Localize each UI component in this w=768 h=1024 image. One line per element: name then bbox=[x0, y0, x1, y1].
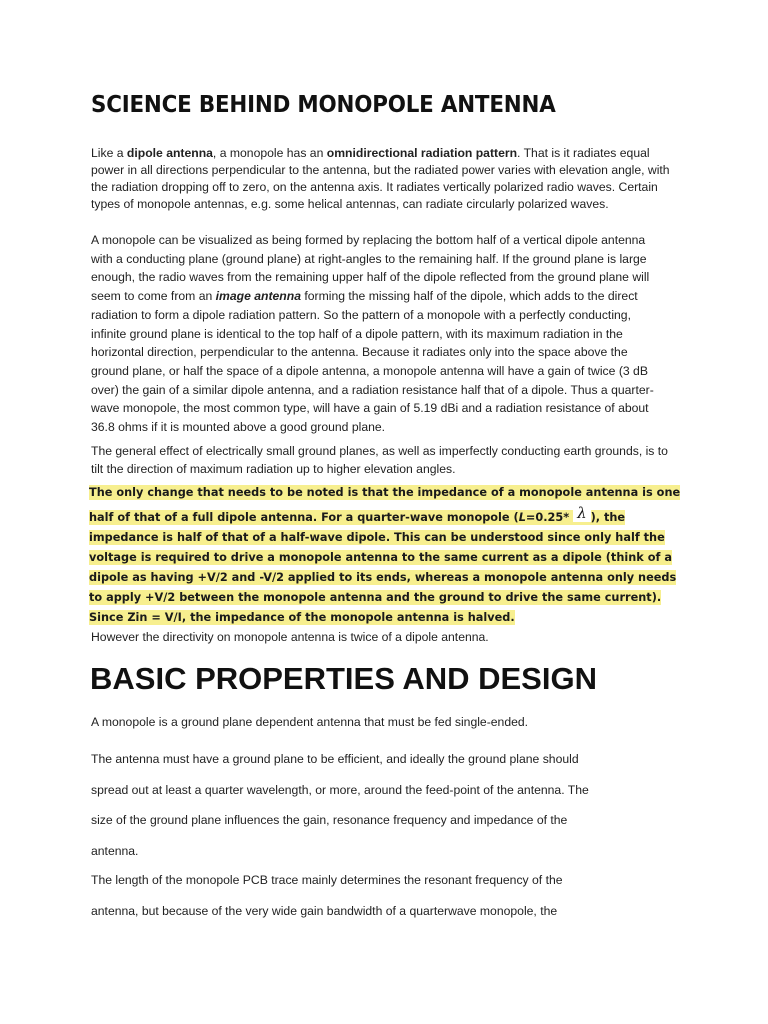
heading-science-behind-monopole: SCIENCE BEHIND MONOPOLE ANTENNA bbox=[91, 92, 556, 118]
paragraph-directivity: However the directivity on monopole antenna is twice of a dipole antenna. bbox=[91, 630, 489, 644]
text-line: size of the ground plane influences the gain, resonance frequency and impedance of the bbox=[91, 813, 568, 827]
text-line: antenna, but because of the very wide gain bandwidth of a quarterwave monopole, the bbox=[91, 903, 558, 918]
paragraph-ground-plane bbox=[91, 231, 667, 437]
highlighted-paragraph-impedance bbox=[89, 483, 681, 628]
paragraph-ground-dependent: A monopole is a ground plane dependent antenna that must be fed single-ended. bbox=[91, 715, 529, 729]
paragraph-ground-effect: The general effect of electrically small ground planes, as well as imperfectly conducting earth grounds, is to tilt the direction of maximum radiation up to higher elevation angles. bbox=[91, 444, 668, 476]
text-run: ), the impedance is half of that of a half-wave dipole. This can be understood since only half the voltage is required to drive a monopole antenna to the same current as a dipole (think of a dipole as having +V/2 and -V/2 applied to its ends, whereas a monopole antenna only needs to apply +V/2 between the monopole antenna and the ground to drive the same current). Since Zin = V/I, the impedance of the monopole antenna is halved. bbox=[89, 511, 677, 624]
paragraph-intro bbox=[91, 145, 671, 213]
bold-italic-image-antenna: image antenna bbox=[215, 289, 301, 304]
text-run: . That is it radiates equal power in all directions perpendicular to the antenna, but the radiated power varies with elevation angle, with the radiation dropping off to zero, on the antenna axis. It radiates vertically polarized radio waves. Certain types of monopole antennas, e.g. some helical antennas, can radiate circularly polarized waves. bbox=[91, 146, 670, 211]
lambda-symbol: λ bbox=[573, 504, 591, 522]
text-run: , a monopole has an bbox=[212, 146, 327, 160]
paragraph-ground-plane-size bbox=[91, 744, 611, 866]
bold-term-dipole-antenna: dipole antenna bbox=[126, 146, 213, 160]
text-run: =0.25* bbox=[525, 511, 574, 524]
bold-term-omnidirectional: omnidirectional radiation pattern bbox=[326, 146, 518, 160]
heading-basic-properties: BASIC PROPERTIES AND DESIGN bbox=[90, 661, 597, 696]
text-run: Like a bbox=[91, 146, 127, 160]
text-line: antenna. bbox=[91, 843, 139, 858]
text-run: The only change that needs to be noted is that the impedance of a monopole antenna is one half of that of a full dipole antenna. For a quarter-wave monopole ( bbox=[89, 486, 681, 524]
text-line: The antenna must have a ground plane to be efficient, and ideally the ground plane should bbox=[91, 752, 579, 766]
paragraph-trace-length bbox=[91, 865, 591, 926]
text-run: forming the missing half of the dipole, which adds to the direct radiation to form a dipole radiation pattern. So the pattern of a monopole with a perfectly conducting, infinite ground plane is identical to the top half of a dipole pattern, with its maximum radiation in the horizontal direction, perpendicular to the antenna. Because it radiates only into the space above the ground plane, or half the space of a dipole antenna, a monopole antenna will have a gain of twice (3 dB over) the gain of a similar dipole antenna, and a radiation resistance half that of a dipole. Thus a quarter-wave monopole, the most common type, will have a gain of 5.19 dBi and a radiation resistance of about 36.8 ohms if it is mounted above a good ground plane. bbox=[91, 289, 654, 435]
italic-l: L bbox=[518, 511, 526, 524]
text-line: spread out at least a quarter wavelength, or more, around the feed-point of the antenna. The bbox=[91, 782, 589, 797]
text-run: A monopole can be visualized as being formed by replacing the bottom half of a vertical dipole antenna with a conducting plane (ground plane) at right-angles to the remaining half. If the ground plane is large enough, the radio waves from the remaining upper half of the dipole reflected from the ground plane will seem to come from an bbox=[91, 233, 650, 304]
text-line: The length of the monopole PCB trace mainly determines the resonant frequency of the bbox=[91, 873, 563, 887]
